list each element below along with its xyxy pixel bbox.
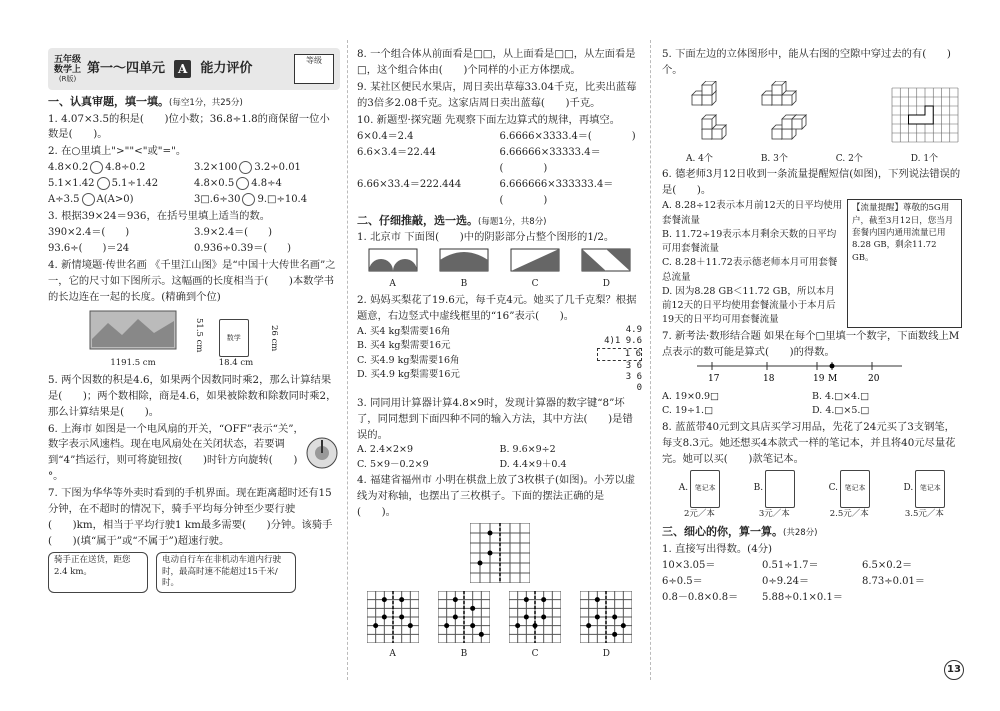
table-cell: 6÷0.5＝ (662, 575, 703, 587)
table-cell: 6.66×33.4＝222.444 (357, 178, 462, 190)
option-item[interactable]: A. 买4 kg梨需要16角 (357, 326, 451, 338)
question-2-1: 1. 北京市 下面图( )中的阴影部分占整个图形的1/2。 (357, 231, 615, 244)
option-item[interactable]: A. 4个 (685, 153, 713, 164)
notebook-letter: C. (828, 482, 838, 493)
cube (782, 91, 796, 105)
compare-left: 5.1×1.42 (48, 178, 95, 190)
number-line-label: 18 (763, 374, 775, 385)
book-width: 18.4 cm (218, 357, 254, 368)
edition-text: (R版) (58, 75, 77, 84)
notebook-row (903, 470, 945, 508)
chess-piece (595, 597, 600, 602)
option-item[interactable]: C. 19÷1.□ (662, 405, 714, 417)
notebook-price: 3元／本 (758, 508, 790, 519)
table-cell: 6.666666×333333.4＝( ) (499, 178, 614, 206)
chess-piece (524, 614, 529, 619)
table-cell: 6.6666×3333.4＝( ) (499, 130, 636, 142)
chess-piece (515, 623, 520, 628)
option-label: B (460, 649, 468, 660)
compare-circle-blank[interactable] (242, 193, 255, 206)
table-cell: 0.8－0.8×0.8＝ (662, 591, 739, 603)
question-7-bubbles (48, 552, 340, 592)
notebook-cover: 笔记本 (694, 484, 716, 493)
table-cell: 6×0.4＝2.4 (357, 130, 414, 142)
unit-title: 第一～四单元 (87, 61, 166, 77)
chess-piece (373, 623, 378, 628)
table-cell: 93.6÷( )＝24 (48, 243, 130, 255)
notebook-price: 3.5元／本 (904, 508, 944, 519)
level-badge: A (174, 60, 191, 78)
chessboard-icon (509, 591, 561, 643)
table-cell: 5.88÷0.1×0.1＝ (762, 591, 843, 603)
notebook-options (662, 470, 962, 521)
table-row (357, 129, 642, 145)
division-line: 3 6 (625, 372, 642, 383)
question-2-4: 4. 福建省福州市 小明在棋盘上放了3枚棋子(如图)。小芳以虚线为对称轴，也摆出了三枚棋子。下面的摆法正确的是( )。 (357, 473, 636, 518)
question-2: 2. 在○里填上">""<"或"="。 (48, 145, 187, 158)
table-cell: 6.5×0.2＝ (862, 559, 913, 571)
notebook-option[interactable] (829, 470, 870, 521)
chess-piece (533, 623, 538, 628)
option-item[interactable]: D. 4.4×9＋0.4 (499, 458, 567, 470)
option-item[interactable]: B. 4.□×4.□ (812, 391, 870, 403)
shape-d-icon (581, 248, 631, 272)
option-item[interactable]: A. 19×0.9□ (662, 391, 720, 403)
notebook-row (754, 470, 795, 508)
notebook-option[interactable] (903, 470, 945, 521)
column-right (662, 0, 962, 711)
compare-row (48, 160, 340, 176)
notebook-icon (690, 470, 720, 508)
compare-left: A÷3.5 (48, 194, 80, 206)
number-line-label: 20 (868, 374, 880, 385)
section-3-note: (共28分) (783, 528, 818, 539)
table-cell: 10×3.05＝ (662, 559, 716, 571)
speed-rule-bubble: 电动自行车在非机动车道内行驶时，最高时速不能超过15千米/时。 (156, 552, 296, 592)
chess-piece (479, 631, 484, 636)
page-number: 13 (944, 660, 964, 680)
number-line-icon (692, 360, 912, 384)
option-item[interactable]: D. 1个 (910, 153, 939, 164)
compare-cell (48, 176, 194, 192)
compare-circle-blank[interactable] (239, 161, 252, 174)
chess-piece (541, 597, 546, 602)
scroll-painting-icon (88, 309, 178, 351)
subject-text: 数学上 (54, 64, 82, 75)
long-division (597, 325, 642, 395)
question-1: 1. 4.07×3.5的积是( )位小数；36.8÷1.8的商保留一位小数是( )。 (48, 112, 330, 141)
compare-table (48, 160, 340, 208)
grade-text: 五年级 (54, 54, 82, 65)
chess-piece (587, 623, 592, 628)
compare-left: 4.8×0.5 (194, 178, 235, 190)
calc-instruction: 1. 直接写出得数。(4分) (662, 542, 773, 555)
question-3-6: 6. 德老师3月12日收到一条流量提醒短信(如图)，下列说法错误的是( )。 (662, 168, 961, 197)
cube (702, 81, 716, 95)
chess-piece (470, 623, 475, 628)
chess-piece (595, 614, 600, 619)
table-cell: 6.66666×33333.4＝( ) (499, 146, 601, 174)
numberline-options (662, 390, 962, 419)
shape-c-icon (510, 248, 560, 272)
compare-cell (194, 160, 340, 176)
chess-piece (453, 597, 458, 602)
column-divider (347, 40, 348, 680)
chessboard-option[interactable] (580, 591, 632, 662)
option-a[interactable] (368, 248, 418, 291)
chess-piece (487, 550, 492, 555)
rank-label: 等级 (306, 56, 322, 65)
chess-piece (613, 614, 618, 619)
cube-options (662, 153, 962, 167)
chessboard-icon (367, 591, 419, 643)
option-d[interactable] (581, 248, 631, 291)
question-6-wrap (48, 421, 340, 486)
table-cell: 0.51÷1.7＝ (762, 559, 819, 571)
section-title (48, 94, 340, 111)
column-left (48, 0, 340, 711)
notebook-letter: D. (903, 482, 914, 493)
question-8: 8. 一个组合体从前面看是□□，从上面看是□□，从左面看是□，这个组合体由( )个同样的小正方体摆成。 (357, 48, 636, 76)
pear-options (357, 325, 597, 395)
question-3-7: 7. 新考法·数形结合题 如果在每个□里填一个数字，下面数线上M点表示的数可能是算式( )的得数。 (662, 329, 960, 358)
math-book (219, 319, 253, 370)
notebook-icon (765, 470, 795, 508)
option-item[interactable]: C. 8.28＋11.72表示德老师本月可用套餐总流量 (662, 257, 838, 283)
chess-piece (541, 614, 546, 619)
compare-row (48, 176, 340, 192)
option-item[interactable]: B. 3个 (760, 153, 788, 164)
compare-circle-blank[interactable] (90, 161, 103, 174)
question-6: 6. 上海市 如图是一个电风扇的开关，“OFF”表示“关”，数字表示风速档。现在电风扇处在关闭状态，若要调到“4”挡运行，则可将旋钮按( )时针方向旋转( )°。 (48, 422, 304, 483)
section-title (662, 524, 962, 541)
unit-header (48, 48, 340, 90)
number-line-label: 17 (708, 374, 720, 385)
question-2-3: 3. 同同用计算器计算4.8×9时，发现计算器的数字键“8”坏了，同同想到下面四种不同的输入方法，其中方法( )是错误的。 (357, 396, 633, 441)
question-3: 3. 根据39×24＝936，在括号里填上适当的数。 (48, 210, 271, 223)
compare-left: 3.2×100 (194, 162, 238, 174)
question-9: 9. 某社区便民水果店，周日卖出草莓33.04千克，比卖出蓝莓的3倍多2.08千克。这家店周日卖出蓝莓( )千克。 (357, 80, 637, 109)
table-row (662, 590, 962, 606)
option-item[interactable]: D. 因为8.28 GB＜11.72 GB，所以本月前12天的日平均使用套餐流量小于本月后19天的日平均可用套餐流量 (662, 285, 836, 326)
table-row (48, 225, 340, 241)
cube-shapes-icon (682, 81, 882, 151)
calc-table (662, 558, 962, 606)
compare-row (48, 192, 340, 208)
table-cell: 0÷9.24＝ (762, 575, 810, 587)
option-item[interactable]: B. 9.6×9÷2 (499, 444, 556, 456)
compare-circle-blank[interactable] (236, 177, 249, 190)
table-cell: 6.6×3.4＝22.44 (357, 146, 436, 158)
notebook-row (829, 470, 870, 508)
compare-cell (48, 160, 194, 176)
option-item[interactable]: A. 8.28÷12表示本月前12天的日平均使用套餐流量 (662, 200, 843, 226)
fill-table (48, 225, 340, 257)
compare-right: 3.2÷0.01 (254, 162, 301, 174)
chess-piece (444, 623, 449, 628)
painting-length: 1191.5 cm (110, 357, 156, 368)
book-height: 26 cm (268, 324, 279, 351)
cube (792, 115, 806, 129)
data-reminder-box: 【流量提醒】尊敬的5G用户，截至3月12日，您当月套餐内国内通用流量已用8.28 GB，剩余11.72 GB。 (847, 199, 962, 327)
question-7: 7. 下图为华华等外卖时看到的手机界面。现在距离超时还有15分钟，在不超时的情况下，骑手平均每分钟至少要行驶( )km，相当于平均行驶1 km最多需要( )分钟。该骑手( )(填“属于”或“不属于”)超速行驶。 (48, 487, 333, 548)
section-title (357, 213, 642, 230)
option-c[interactable] (510, 248, 560, 291)
delivery-bubble: 骑手正在送货，距您2.4 km。 (48, 552, 148, 592)
compare-cell (194, 176, 340, 192)
question-2-2: 2. 妈妈买梨花了19.6元，每千克4元。她买了几千克梨？根据题意，右边竖式中虚线框里的“16”表示( )。 (357, 294, 637, 323)
question-4: 4. 新情境题·传世名画 《千里江山图》是“中国十大传世名画”之一，它的尺寸如下图所示。这幅画的长度相当于( )本数学书的长边连在一起的长度。(精确到个位) (48, 259, 336, 304)
chessboard-options (357, 591, 642, 662)
compare-left: 3□.6÷30 (194, 194, 241, 206)
compare-right: 4.8÷4 (251, 178, 282, 190)
notebook-cover: 笔记本 (844, 484, 866, 493)
chessboard-icon (438, 591, 490, 643)
table-row (357, 145, 642, 177)
option-b-label: B (460, 278, 468, 289)
notebook-price: 2元／本 (683, 508, 715, 519)
notebook-option[interactable] (754, 470, 795, 521)
compare-cell (194, 192, 340, 208)
table-row (48, 241, 340, 257)
option-b[interactable] (439, 248, 489, 291)
option-item[interactable]: C. 5×9－0.2×9 (357, 458, 429, 470)
calculator-options (357, 443, 642, 472)
chess-piece (407, 623, 412, 628)
unit-subtitle: 能力评价 (200, 61, 253, 77)
option-label: A (389, 649, 396, 660)
option-item[interactable]: A. 2.4×2×9 (357, 444, 414, 456)
chess-piece (621, 623, 626, 628)
table-cell: 8.73÷0.01＝ (862, 575, 925, 587)
compare-left: 4.8×0.2 (48, 162, 89, 174)
notebook-row (679, 470, 720, 508)
gap-grid-icon (890, 86, 960, 146)
shape-a-icon (368, 248, 418, 272)
question-10: 10. 新题型·探究题 先观察下面左边算式的规律，再填空。 (357, 113, 621, 126)
table-cell (862, 590, 962, 606)
division-line: 3 6 (625, 360, 642, 371)
option-d-label: D (602, 278, 610, 289)
question-3-5: 5. 下面左边的立体图形中，能从右图的空隙中穿过去的有( )个。 (662, 48, 951, 76)
chessboard-option[interactable] (438, 591, 490, 662)
shape-options (357, 248, 642, 291)
option-item[interactable]: C. 买4.9 kg梨需要16角 (357, 354, 460, 366)
pattern-table (357, 129, 642, 209)
compare-circle-blank[interactable] (97, 177, 110, 190)
question-3-8: 8. 蓝蓝带40元到文具店买学习用品，先花了24元买了3支钢笔，每支8.3元。她还想买4本款式一样的笔记本，并且将40元尽量花完。她可以买( )款笔记本。 (662, 420, 956, 465)
chess-piece (381, 614, 386, 619)
chessboard-icon (470, 523, 530, 583)
notebook-price: 2.5元／本 (829, 508, 869, 519)
section-1-title: 一、认真审题，填一填。 (48, 95, 169, 108)
grade-label (54, 55, 81, 84)
option-item[interactable]: B. 11.72÷19表示本月剩余天数的日平均可用套餐流量 (662, 228, 837, 255)
option-label: D (602, 649, 610, 660)
notebook-letter: A. (678, 482, 689, 493)
section-1-note: (每空1分，共25分) (169, 98, 243, 108)
column-divider (650, 40, 651, 680)
notebook-cover: 笔记本 (919, 484, 941, 493)
column-middle (357, 0, 642, 711)
chessboard-main (357, 523, 642, 589)
chess-piece (381, 597, 386, 602)
chess-piece (399, 597, 404, 602)
number-line-label: 19 (813, 374, 825, 385)
section-2-title: 二、仔细推敲，选一选。 (357, 213, 478, 227)
chess-piece (470, 605, 475, 610)
table-cell: 3.9×2.4＝( ) (194, 227, 272, 239)
question-5: 5. 两个因数的积是4.6，如果两个因数同时乘2，那么计算结果是( )；两个数相除，商是4.6，如果被除数和除数同时乘2，那么计算结果是( )。 (48, 373, 337, 418)
option-a-label: A (389, 278, 396, 289)
math-book-icon (219, 319, 249, 357)
table-cell: 390×2.4＝( ) (48, 227, 130, 239)
option-item[interactable]: C. 2个 (835, 153, 863, 164)
question-2-2-body (357, 325, 642, 395)
fan-switch-icon (304, 435, 340, 471)
compare-circle-blank[interactable] (82, 193, 95, 206)
option-c-label: C (531, 278, 539, 289)
notebook-option[interactable] (679, 470, 720, 521)
chess-piece (477, 560, 482, 565)
section-2-note: (每题1分，共8分) (478, 216, 547, 227)
cube (702, 115, 716, 129)
table-row (357, 177, 642, 209)
chess-piece (524, 597, 529, 602)
option-item[interactable]: D. 买4.9 kg梨需要16元 (357, 368, 460, 380)
division-line: 1 6 (597, 348, 642, 361)
painting-figure (48, 309, 340, 370)
rank-box (294, 54, 334, 84)
number-line-label: M (828, 374, 838, 385)
chess-piece (399, 614, 404, 619)
shape-b-icon (439, 248, 489, 272)
division-line: 4.9 (625, 325, 642, 336)
compare-cell (48, 192, 194, 208)
book-title: 数学 (226, 333, 241, 342)
question-3-6-body (662, 199, 962, 327)
chess-piece (487, 530, 492, 535)
table-row (662, 574, 962, 590)
painting-image (88, 309, 178, 370)
notebook-letter: B. (753, 482, 764, 493)
option-item[interactable]: D. 4.□×5.□ (812, 405, 870, 417)
cube-figures (662, 81, 962, 151)
compare-right: 9.□÷10.4 (257, 194, 308, 206)
painting-width: 51.5 cm (193, 318, 204, 353)
chessboard-icon (580, 591, 632, 643)
table-cell: 0.936÷0.39＝( ) (194, 243, 292, 255)
notebook-icon (915, 470, 945, 508)
chessboard-option[interactable] (509, 591, 561, 662)
compare-right: A(A>0) (96, 194, 134, 206)
chessboard-option[interactable] (367, 591, 419, 662)
option-item[interactable]: B. 买4 kg梨需要16元 (357, 340, 451, 352)
data-options (662, 199, 843, 327)
notebook-icon (840, 470, 870, 508)
section-3-title: 三、细心的你，算一算。 (662, 525, 783, 539)
division-line: 0 (636, 383, 642, 394)
chess-piece (453, 614, 458, 619)
compare-right: 4.8÷0.2 (105, 162, 146, 174)
compare-right: 5.1÷1.42 (111, 178, 159, 190)
chess-piece (613, 631, 618, 636)
division-line: 4)1 9.6 (604, 336, 642, 347)
option-label: C (531, 649, 539, 660)
table-row (662, 558, 962, 574)
